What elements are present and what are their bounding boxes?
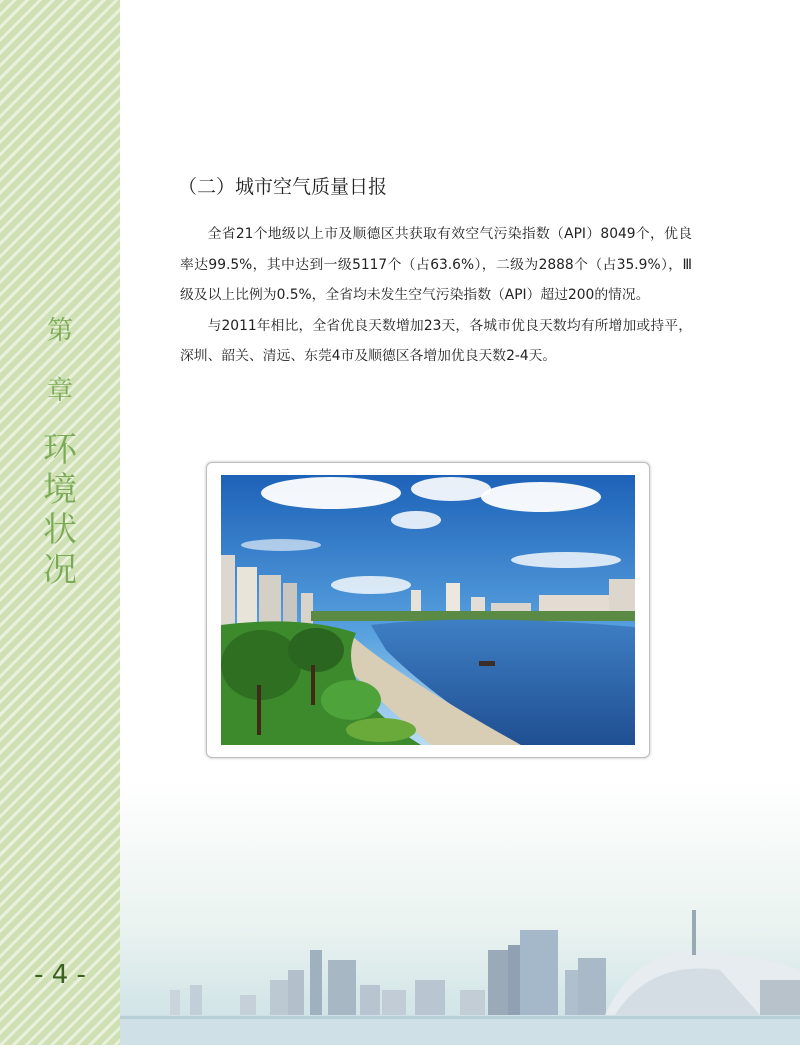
chapter-label bbox=[0, 310, 120, 590]
paragraph-1: 全省21个地级以上市及顺德区共获取有效空气污染指数（API）8049个，优良率达99.5%，其中达到一级5117个（占63.6%），二级为2888个（占35.9%），Ⅲ级及以上比例为0.5%，全省均未发生空气污染指数（API）超过200的情况。 bbox=[180, 226, 692, 303]
section-title: （二）城市空气质量日报 bbox=[178, 176, 388, 198]
chapter-title-char-3: 状 bbox=[43, 510, 77, 550]
skyline-decoration bbox=[120, 780, 800, 1045]
body-text bbox=[180, 219, 692, 372]
chapter-title-char-2: 境 bbox=[43, 470, 77, 510]
city-river-photo bbox=[221, 475, 635, 745]
paragraph-2: 与2011年相比，全省优良天数增加23天，各城市优良天数均有所增加或持平，深圳、韶关、清远、东莞4市及顺德区各增加优良天数2-4天。 bbox=[180, 317, 692, 364]
chapter-title-char-4: 况 bbox=[43, 550, 77, 590]
chapter-char-1: 第 bbox=[46, 316, 73, 346]
chapter-char-2: 章 bbox=[46, 376, 73, 406]
page-number: - 4 - bbox=[34, 960, 86, 990]
photo-frame bbox=[206, 462, 650, 758]
chapter-title-char-1: 环 bbox=[43, 430, 77, 470]
